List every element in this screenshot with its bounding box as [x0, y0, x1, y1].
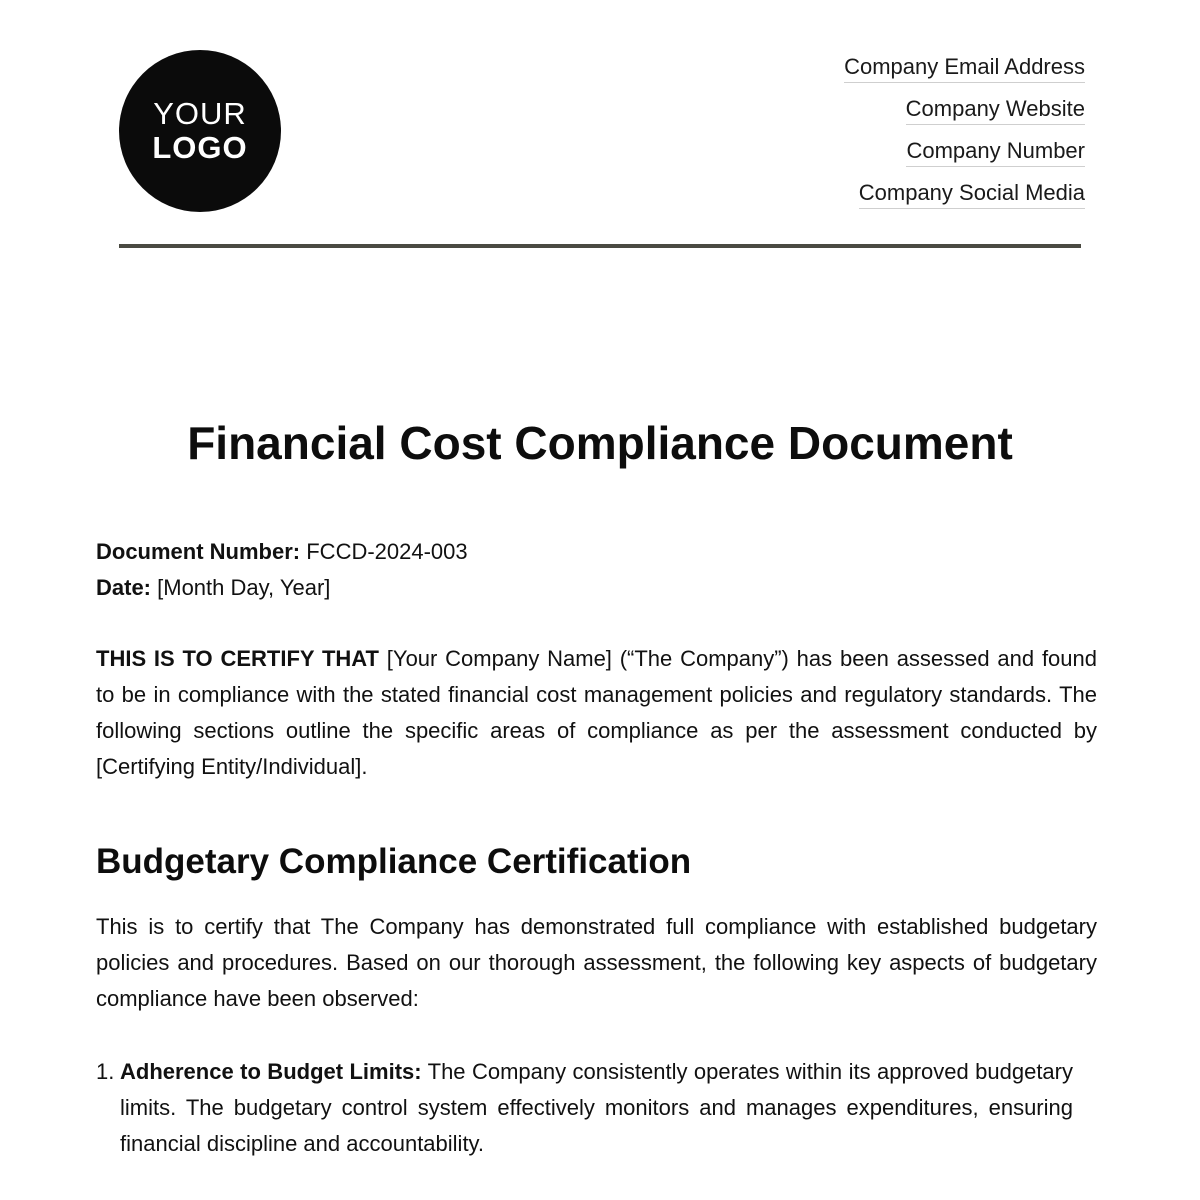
company-contact-block	[844, 52, 1085, 220]
company-website: Company Website	[906, 94, 1085, 125]
company-email: Company Email Address	[844, 52, 1085, 83]
company-social-media: Company Social Media	[859, 178, 1085, 209]
document-date-value: [Month Day, Year]	[151, 575, 331, 600]
logo-text-your: YOUR	[153, 96, 247, 131]
list-item	[96, 1054, 1073, 1162]
company-logo	[119, 50, 281, 212]
company-number: Company Number	[906, 136, 1085, 167]
certification-body: [Your Company Name] (“The Company”) has been assessed and found to be in compliance with the stated financial cost management policies and regulatory standards. The following sections outline the specific areas of compliance as per the assessment conducted by [Certifying Entity/Individual].	[96, 646, 1097, 779]
document-number-value: FCCD-2024-003	[300, 539, 468, 564]
document-date-label: Date:	[96, 575, 152, 600]
document-date-line	[96, 570, 468, 606]
certification-intro	[96, 641, 1097, 785]
document-number-line	[96, 534, 468, 570]
certification-lead: THIS IS TO CERTIFY THAT	[96, 646, 379, 671]
document-number-label: Document Number:	[96, 539, 301, 564]
list-item-text: The Company consistently operates within its approved budgetary limits. The budgetary control system effectively monitors and manages expenditures, ensuring financial discipline and accountability.	[120, 1059, 1073, 1156]
section-body-budgetary: This is to certify that The Company has demonstrated full compliance with established budgetary policies and procedures. Based on our thorough assessment, the following key aspects of budgetary compliance have been observed:	[96, 914, 1097, 1011]
header-divider	[119, 244, 1081, 248]
logo-text-logo: LOGO	[152, 130, 248, 165]
document-meta	[96, 534, 468, 606]
document-title: Financial Cost Compliance Document	[187, 417, 1013, 469]
section-heading-budgetary: Budgetary Compliance Certification	[96, 842, 692, 881]
list-item-number: 1.	[96, 1059, 115, 1084]
compliance-list	[96, 1054, 1073, 1162]
list-item-label: Adherence to Budget Limits:	[120, 1059, 422, 1084]
